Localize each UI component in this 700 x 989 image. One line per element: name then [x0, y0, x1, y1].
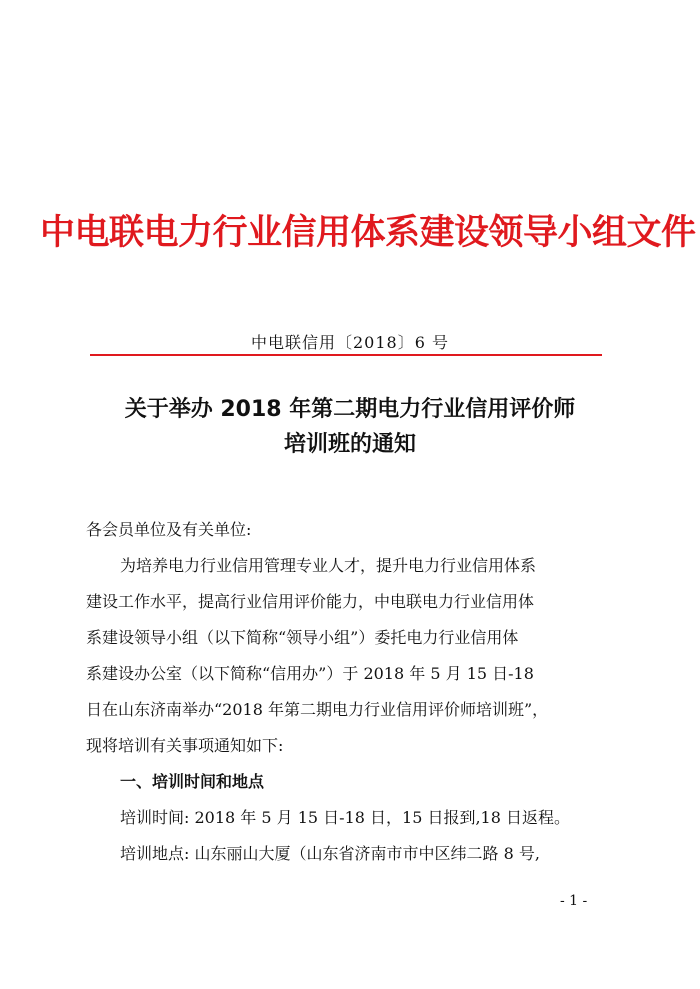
training-time-line: 培训时间: 2018 年 5 月 15 日-18 日，15 日报到,18 日返程。: [120, 808, 570, 827]
document-number: 中电联信用〔2018〕6 号: [251, 333, 449, 352]
intro-line: 现将培训有关事项通知如下:: [86, 736, 284, 755]
red-divider-line: [90, 354, 602, 356]
section-heading-time-place: 一、培训时间和地点: [120, 772, 265, 791]
intro-line: 建设工作水平，提高行业信用评价能力，中电联电力行业信用体: [86, 592, 535, 611]
intro-paragraph: [86, 548, 626, 764]
notice-title-line-1: 关于举办 2018 年第二期电力行业信用评价师: [124, 397, 576, 422]
intro-line: 系建设办公室（以下简称“信用办”）于 2018 年 5 月 15 日-18: [86, 664, 534, 683]
notice-body: [86, 512, 626, 872]
page-number: - 1 -: [560, 893, 588, 909]
intro-line: 为培养电力行业信用管理专业人才，提升电力行业信用体系: [120, 556, 537, 575]
issuer-title: 中电联电力行业信用体系建设领导小组文件: [40, 213, 696, 253]
salutation: 各会员单位及有关单位:: [86, 520, 252, 539]
notice-title-line-2: 培训班的通知: [283, 432, 416, 457]
notice-title: [60, 392, 640, 462]
training-place-line: 培训地点: 山东丽山大厦（山东省济南市市中区纬二路 8 号,: [120, 844, 540, 863]
intro-line: 日在山东济南举办“2018 年第二期电力行业信用评价师培训班”，: [86, 700, 549, 719]
intro-line: 系建设领导小组（以下简称“领导小组”）委托电力行业信用体: [86, 628, 519, 647]
